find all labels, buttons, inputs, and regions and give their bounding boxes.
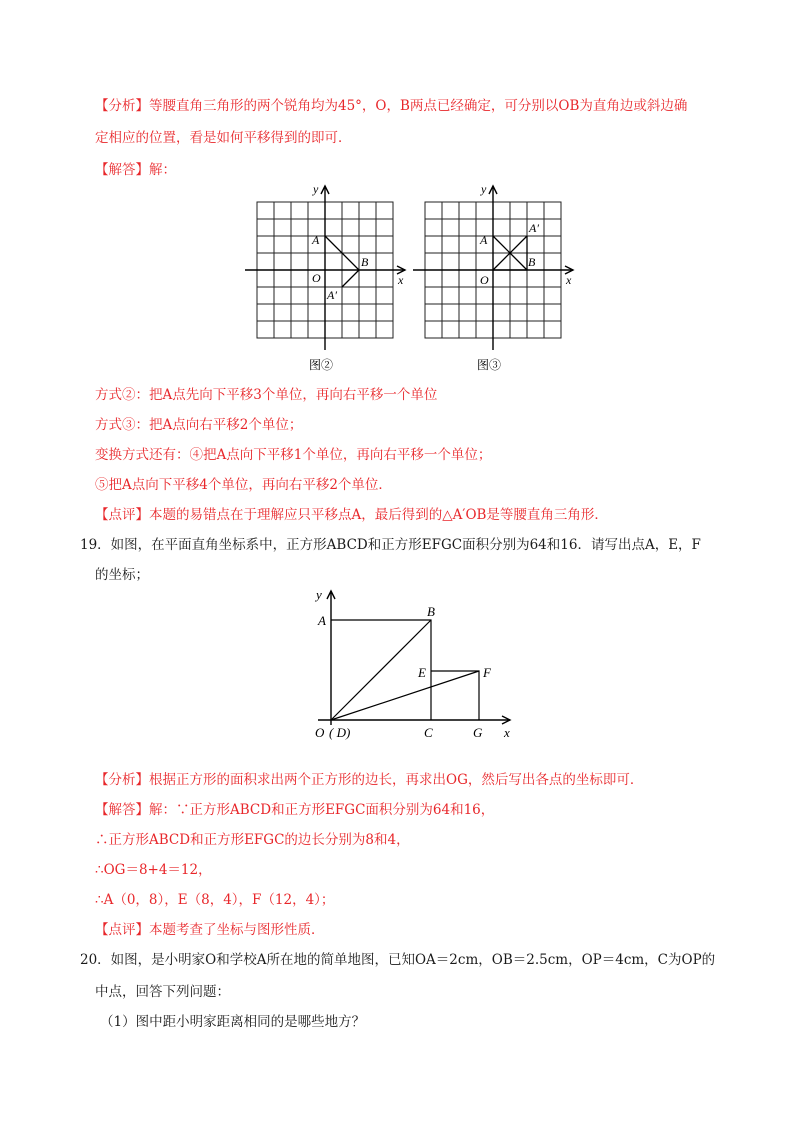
q18-answer-line (95, 160, 176, 180)
figure-3-grid (413, 180, 583, 376)
q19-step1: ∴正方形ABCD和正方形EFGC的边长分别为8和4， (95, 832, 410, 848)
fig2-point-a-prime: A′ (327, 288, 337, 302)
q18-analysis-text: 等腰直角三角形的两个锐角均为45°，O，B两点已经确定，可分别以OB为直角边或斜边确 (149, 98, 688, 114)
q18-answer-tag: 【解答】 (95, 162, 149, 178)
q19-fig-point-o: O (315, 725, 325, 740)
fig3-point-a: A (480, 233, 488, 247)
q19-comment-text: 本题考查了坐标与图形性质． (149, 922, 325, 938)
q18-way4: 变换方式还有：④把A点向下平移1个单位，再向右平移一个单位； (95, 447, 492, 463)
q19-fig-point-e: E (418, 665, 426, 680)
q19-analysis-text: 根据正方形的面积求出两个正方形的边长，再求出OG，然后写出各点的坐标即可． (149, 772, 644, 788)
fig3-point-b: B (528, 255, 536, 269)
q20-line2: 中点，回答下列问题： (95, 984, 230, 1000)
q18-analysis-line2: 定相应的位置，看是如何平移得到的即可． (95, 130, 352, 146)
fig2-caption: 图② (309, 358, 334, 372)
q19-answer-text: 解：∵正方形ABCD和正方形EFGC面积分别为64和16， (149, 802, 495, 818)
q19-fig-point-b: B (427, 604, 435, 619)
q19-answer (95, 800, 494, 820)
q18-way3: 方式③：把A点向右平移2个单位； (95, 417, 303, 433)
q19-fig-point-c: C (424, 725, 433, 740)
q19-step2: ∴OG＝8+4＝12， (95, 862, 212, 878)
q19-answer-tag: 【解答】 (95, 802, 149, 818)
q20-line1: 20．如图，是小明家O和学校A所在地的简单地图，已知OA＝2cm，OB＝2.5cm，OP＝4cm，C为OP的 (80, 952, 716, 968)
q18-comment (95, 505, 608, 525)
figure-q19 (300, 585, 525, 745)
fig2-point-b: B (361, 255, 369, 269)
fig3-x-label: x (566, 273, 572, 287)
fig2-point-o: O (312, 271, 321, 285)
q19-fig-point-a: A (318, 613, 326, 628)
q20-sub1: （1）图中距小明家距离相同的是哪些地方？ (100, 1014, 366, 1030)
q19-step3: ∴A（0，8），E（8，4），F（12，4）； (95, 892, 335, 908)
fig2-point-a: A (312, 233, 320, 247)
fig3-y-label: y (481, 182, 487, 196)
q19-analysis-tag: 【分析】 (95, 772, 149, 788)
q19-analysis (95, 770, 643, 790)
q19-fig-point-g: G (473, 725, 483, 740)
figure-2-grid (245, 180, 415, 376)
q19-line1: 19．如图，在平面直角坐标系中，正方形ABCD和正方形EFGC面积分别为64和16．请写出点A，E，F (80, 537, 701, 553)
q18-way5: ⑤把A点向下平移4个单位，再向右平移2个单位． (95, 477, 392, 493)
q19-line2: 的坐标； (95, 567, 149, 583)
q18-answer-text: 解： (149, 162, 176, 178)
q18-comment-tag: 【点评】 (95, 507, 149, 523)
q19-comment (95, 920, 325, 940)
q18-way2: 方式②：把A点先向下平移3个单位，再向右平移一个单位 (95, 387, 438, 403)
q18-analysis-tag: 【分析】 (95, 98, 149, 114)
q19-fig-point-d: ( D) (329, 725, 351, 740)
fig3-caption: 图③ (477, 358, 502, 372)
q19-fig-y-label: y (316, 587, 322, 602)
fig2-y-label: y (313, 182, 319, 196)
q18-analysis-line1 (95, 96, 687, 116)
fig2-x-label: x (398, 273, 404, 287)
fig3-point-a-prime: A′ (529, 221, 539, 235)
fig3-point-o: O (480, 273, 489, 287)
q19-fig-point-f: F (483, 665, 491, 680)
q19-comment-tag: 【点评】 (95, 922, 149, 938)
q18-comment-text: 本题的易错点在于理解应只平移点A，最后得到的△A′OB是等腰直角三角形． (149, 507, 608, 523)
q19-fig-x-label: x (504, 725, 510, 740)
